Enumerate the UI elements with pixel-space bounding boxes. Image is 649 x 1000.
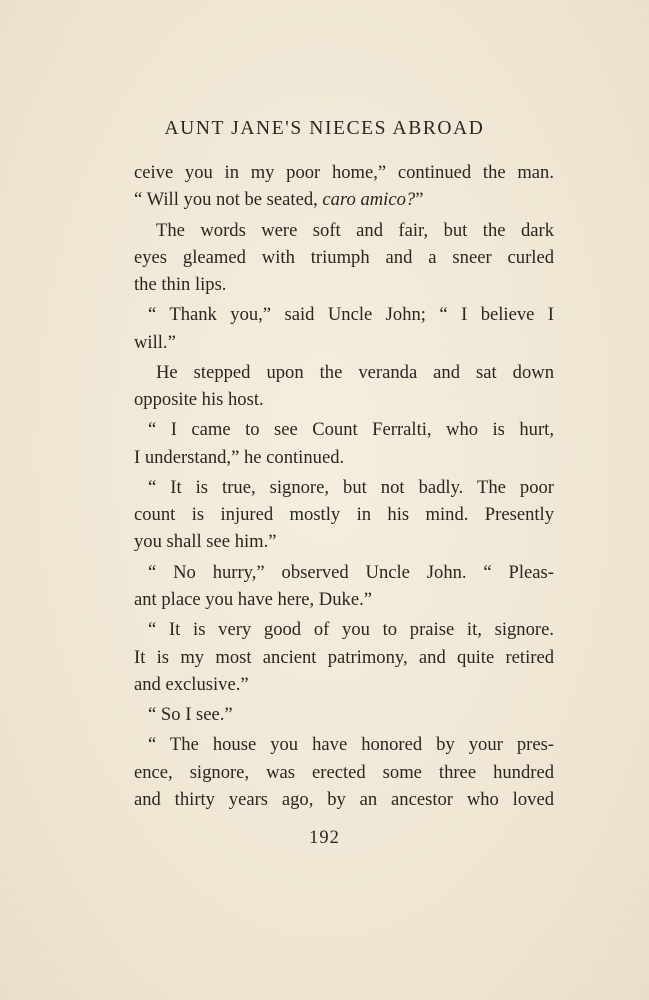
text-line: ant place you have here, Duke.” (134, 588, 372, 610)
body-text (134, 159, 554, 813)
text-line: “ I came to see Count Ferralti, who is hurt, (148, 419, 554, 441)
page-number: 192 (309, 828, 340, 848)
text-line: the thin lips. (134, 273, 227, 295)
text-line: “ Thank you,” said Uncle John; “ I believe I (148, 304, 554, 326)
text-line: “ The house you have honored by your pres- (148, 734, 554, 756)
text-line: opposite his host. (134, 389, 264, 411)
text-line: I understand,” he continued. (134, 446, 345, 468)
text-line: you shall see him.” (134, 531, 277, 553)
text-line-quote-close: ” (415, 189, 424, 211)
text-line: “ It is true, signore, but not badly. The poor (148, 477, 554, 498)
text-line: and exclusive.” (134, 673, 249, 695)
text-line: “ So I see.” (148, 704, 233, 726)
text-line: will.” (134, 331, 176, 353)
running-head: AUNT JANE'S NIECES ABROAD (164, 118, 485, 139)
text-line (134, 186, 554, 213)
text-line: ceive you in my poor home,” continued the man. (134, 162, 554, 183)
text-line: He stepped upon the veranda and sat down (156, 361, 554, 383)
text-line: eyes gleamed with triumph and a sneer curled (134, 246, 554, 268)
text-line-quote: “ Will you not be seated, (134, 189, 323, 211)
text-line: “ No hurry,” observed Uncle John. “ Pleas- (148, 561, 554, 583)
text-line: “ It is very good of you to praise it, signore. (148, 619, 554, 641)
italic-phrase: caro amico? (322, 189, 416, 211)
text-line: ence, signore, was erected some three hundred (134, 761, 554, 783)
text-line: count is injured mostly in his mind. Presently (134, 504, 554, 526)
text-line: It is my most ancient patrimony, and quite retired (134, 646, 554, 668)
text-line: and thirty years ago, by an ancestor who loved (134, 788, 554, 810)
text-line: The words were soft and fair, but the dark (156, 219, 554, 241)
